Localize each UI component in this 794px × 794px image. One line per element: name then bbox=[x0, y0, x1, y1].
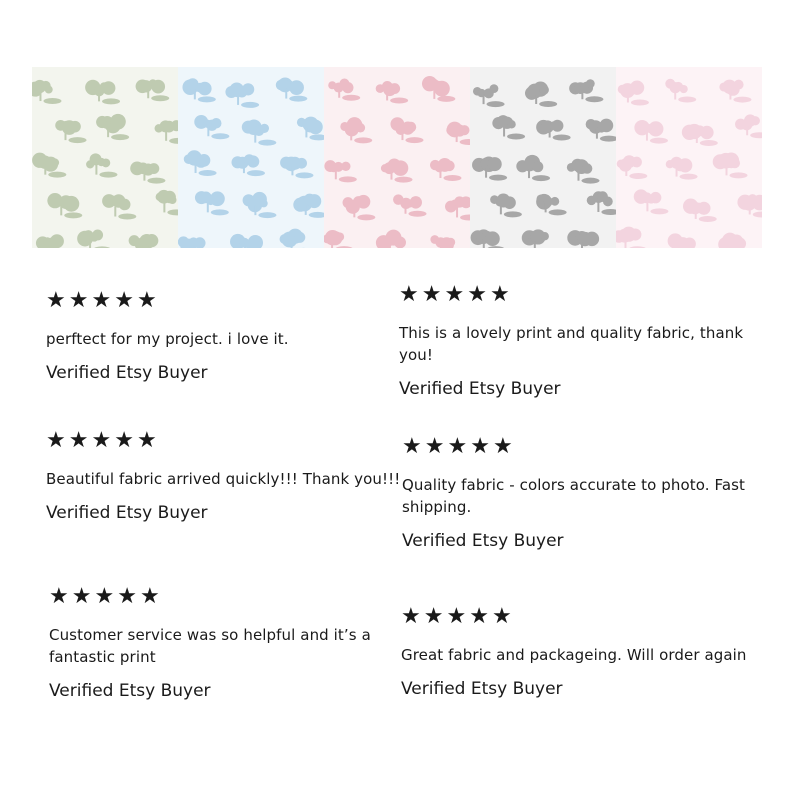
star-rating bbox=[399, 282, 759, 308]
star-icon: ★ bbox=[114, 288, 137, 313]
toile-pattern-icon bbox=[324, 67, 470, 248]
star-icon: ★ bbox=[421, 282, 445, 307]
star-icon: ★ bbox=[139, 584, 163, 609]
star-icon: ★ bbox=[46, 428, 69, 453]
star-icon: ★ bbox=[444, 282, 468, 307]
star-icon: ★ bbox=[467, 282, 490, 307]
star-icon: ★ bbox=[68, 428, 92, 453]
review-author: Verified Etsy Buyer bbox=[401, 679, 563, 699]
review-author: Verified Etsy Buyer bbox=[402, 531, 564, 551]
star-icon: ★ bbox=[114, 428, 137, 453]
review-card bbox=[401, 604, 761, 700]
swatch-sage bbox=[32, 67, 178, 248]
review-author: Verified Etsy Buyer bbox=[399, 379, 561, 399]
star-icon: ★ bbox=[68, 288, 92, 313]
review-author: Verified Etsy Buyer bbox=[49, 681, 211, 701]
star-icon: ★ bbox=[492, 434, 516, 459]
review-text: Great fabric and packageing. Will order again bbox=[401, 646, 747, 664]
swatch-pink bbox=[324, 67, 470, 248]
star-icon: ★ bbox=[136, 288, 160, 313]
swatch-blue bbox=[178, 67, 324, 248]
star-icon: ★ bbox=[469, 604, 492, 629]
star-icon: ★ bbox=[446, 604, 470, 629]
star-icon: ★ bbox=[94, 584, 118, 609]
star-icon: ★ bbox=[49, 584, 72, 609]
star-icon: ★ bbox=[91, 428, 115, 453]
star-icon: ★ bbox=[470, 434, 493, 459]
review-card bbox=[402, 434, 762, 552]
review-card bbox=[399, 282, 759, 400]
toile-pattern-icon bbox=[32, 67, 178, 248]
swatch-black bbox=[470, 67, 616, 248]
star-icon: ★ bbox=[71, 584, 95, 609]
star-icon: ★ bbox=[399, 282, 422, 307]
review-text: perftect for my project. i love it. bbox=[46, 330, 289, 348]
star-rating bbox=[46, 288, 406, 314]
star-icon: ★ bbox=[117, 584, 140, 609]
star-rating bbox=[401, 604, 761, 630]
star-icon: ★ bbox=[423, 604, 447, 629]
star-icon: ★ bbox=[136, 428, 160, 453]
review-author: Verified Etsy Buyer bbox=[46, 363, 208, 383]
star-icon: ★ bbox=[402, 434, 425, 459]
star-icon: ★ bbox=[424, 434, 448, 459]
star-rating bbox=[46, 428, 406, 454]
review-card bbox=[49, 584, 409, 702]
star-rating bbox=[49, 584, 409, 610]
star-icon: ★ bbox=[91, 288, 115, 313]
review-text: Customer service was so helpful and it’s a fantastic print bbox=[49, 626, 371, 666]
toile-pattern-icon bbox=[616, 67, 762, 248]
review-card bbox=[46, 288, 406, 384]
swatch-light-pink bbox=[616, 67, 762, 248]
toile-pattern-icon bbox=[178, 67, 324, 248]
review-card bbox=[46, 428, 406, 524]
review-text: This is a lovely print and quality fabric, thank you! bbox=[399, 324, 744, 364]
fabric-swatch-strip bbox=[32, 67, 762, 248]
star-icon: ★ bbox=[447, 434, 471, 459]
star-icon: ★ bbox=[491, 604, 515, 629]
review-text: Quality fabric - colors accurate to photo. Fast shipping. bbox=[402, 476, 746, 516]
star-icon: ★ bbox=[46, 288, 69, 313]
star-icon: ★ bbox=[489, 282, 513, 307]
review-text: Beautiful fabric arrived quickly!!! Thank you!!! bbox=[46, 470, 401, 488]
review-author: Verified Etsy Buyer bbox=[46, 503, 208, 523]
star-icon: ★ bbox=[401, 604, 424, 629]
toile-pattern-icon bbox=[470, 67, 616, 248]
star-rating bbox=[402, 434, 762, 460]
